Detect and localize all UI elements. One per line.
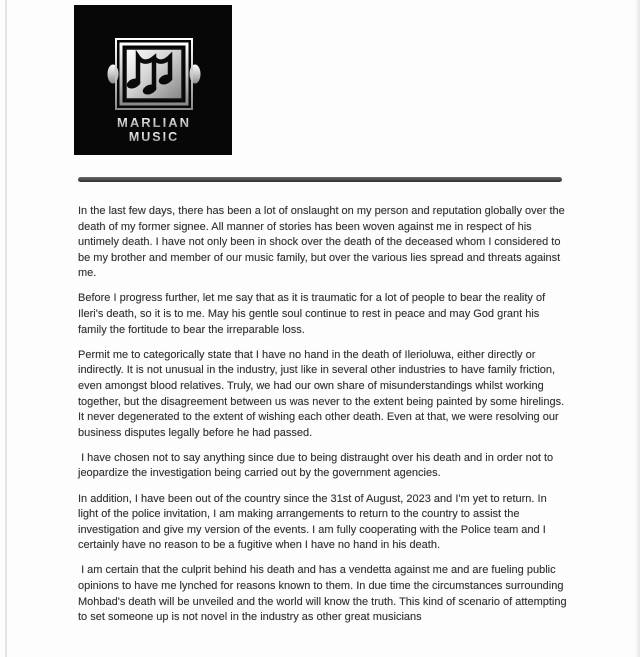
headphone-left-icon (107, 64, 119, 84)
paragraph-4: I have chosen not to say anything since due to being distraught over his death and in order not to jeopardize the investigation being carried out by the government agencies. (78, 451, 557, 480)
page-left-edge (5, 0, 7, 657)
paragraph-1: In the last few days, there has been a lot of onslaught on my person and reputation globally over the death of my former signee. All manner of stories has been woven against me in respect of his untimely death. I have not only been in shock over the death of the deceased whom I considered to be my brother and member of our music family, but over the various lies spread and threats against me. (78, 205, 568, 280)
logo-wordmark-line1: MARLIAN (117, 115, 191, 130)
logo-wordmark-line2: MUSIC (128, 130, 180, 144)
marlian-music-logo (74, 5, 232, 155)
paragraph-2: Before I progress further, let me say that as it is traumatic for a lot of people to bear the reality of Ileri's death, so it is to me. May his gentle soul continue to rest in peace and may God grant his family the fortitude to bear the irreparable loss. (78, 292, 549, 336)
paragraph-5: In addition, I have been out of the country since the 31st of August, 2023 and I'm yet to return. In light of the police invitation, I am making arrangements to return to the country to assist the investigation and give my version of the events. I am fully cooperating with the Police team and I certainly have no reason to be a fugitive when I have no hand in his death. (78, 492, 550, 552)
page-right-edge (635, 0, 640, 657)
statement-body (78, 204, 570, 635)
paragraph-6: I am certain that the culprit behind his death and has a vendetta against me and are fueling public opinions to have me lynched for reasons known to them. In due time the circumstances surrounding Mohbad's death will be unveiled and the world will know the truth. This kind of scenario of attempting to set someone up is not novel in the industry as other great musicians (78, 564, 570, 624)
paragraph-3: Permit me to categorically state that I have no hand in the death of Ilerioluwa, either directly or indirectly. It is not unusual in the industry, just like in several other industries to have family friction, even amongst blood relatives. Truly, we had our own share of misunderstandings whilst working together, but the disagreement between us was never to the extent being painted by some hirelings. It never degenerated to the extent of wishing each other death. Even at that, we were resolving our business disputes legally before he had passed. (78, 348, 568, 439)
divider-bar (78, 177, 562, 182)
headphone-right-icon (189, 64, 201, 84)
marlian-logo-icon (74, 5, 232, 155)
